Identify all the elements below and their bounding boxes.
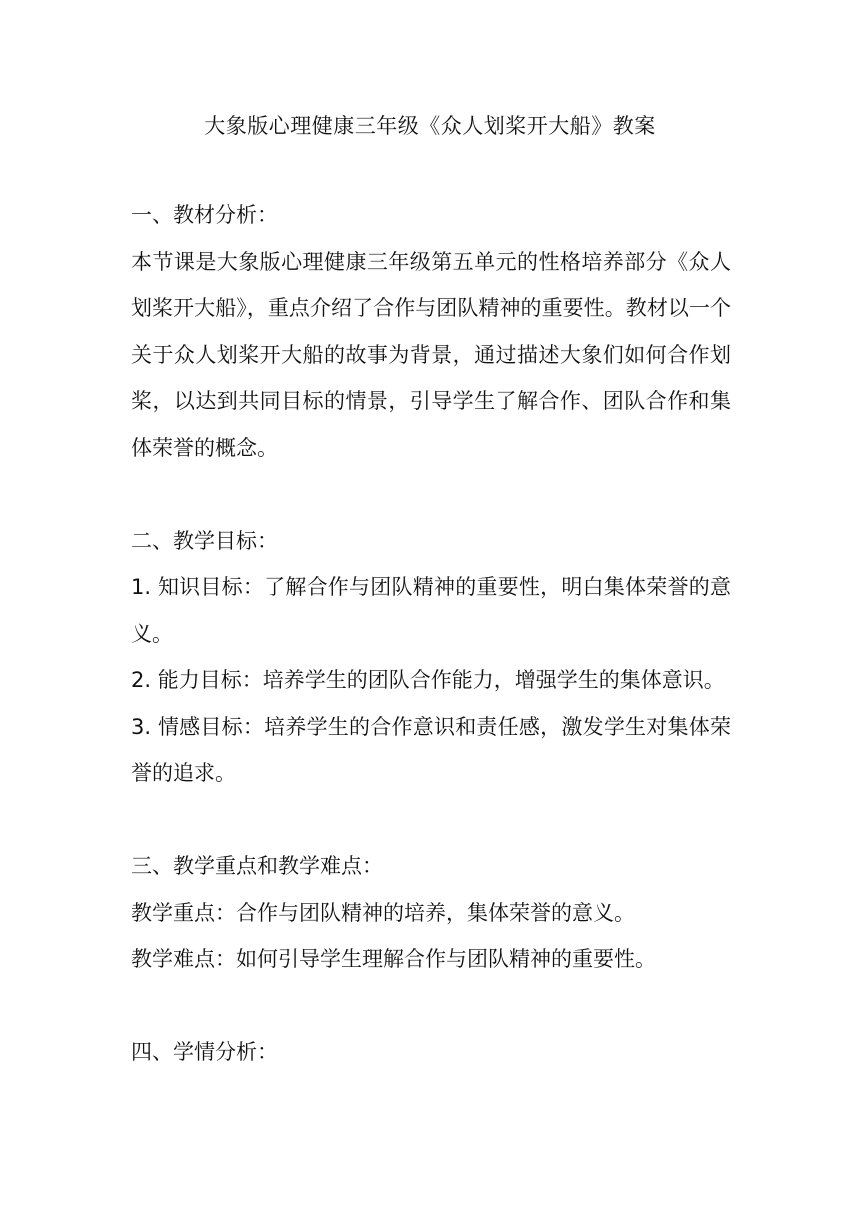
document-body [131, 192, 731, 1076]
document-title: 大象版心理健康三年级《众人划桨开大船》教案 [204, 114, 656, 138]
paragraph-spacer [131, 471, 731, 518]
objective-item-knowledge: 1. 知识目标：了解合作与团队精神的重要性，明白集体荣誉的意义。 [131, 575, 731, 646]
section-heading-learner-analysis: 四、学情分析： [131, 1040, 278, 1064]
teaching-difficulty-line: 教学难点：如何引导学生理解合作与团队精神的重要性。 [131, 947, 656, 971]
objective-item-emotion: 3. 情感目标：培养学生的合作意识和责任感，激发学生对集体荣誉的追求。 [131, 714, 731, 785]
section-heading-materials: 一、教材分析： [131, 203, 278, 227]
materials-paragraph: 本节课是大象版心理健康三年级第五单元的性格培养部分《众人划桨开大船》，重点介绍了合作与团队精神的重要性。教材以一个关于众人划桨开大船的故事为背景，通过描述大象们如何合作划桨，以达到共同目标的情景，引导学生了解合作、团队合作和集体荣誉的概念。 [131, 249, 731, 460]
paragraph-spacer [131, 797, 731, 844]
paragraph-spacer [131, 983, 731, 1030]
teaching-focus-line: 教学重点：合作与团队精神的培养，集体荣誉的意义。 [131, 900, 635, 925]
section-heading-objectives: 二、教学目标： [131, 528, 278, 553]
section-heading-key-points: 三、教学重点和教学难点： [131, 854, 383, 878]
objective-item-ability: 2. 能力目标：培养学生的团队合作能力，增强学生的集体意识。 [131, 668, 725, 692]
